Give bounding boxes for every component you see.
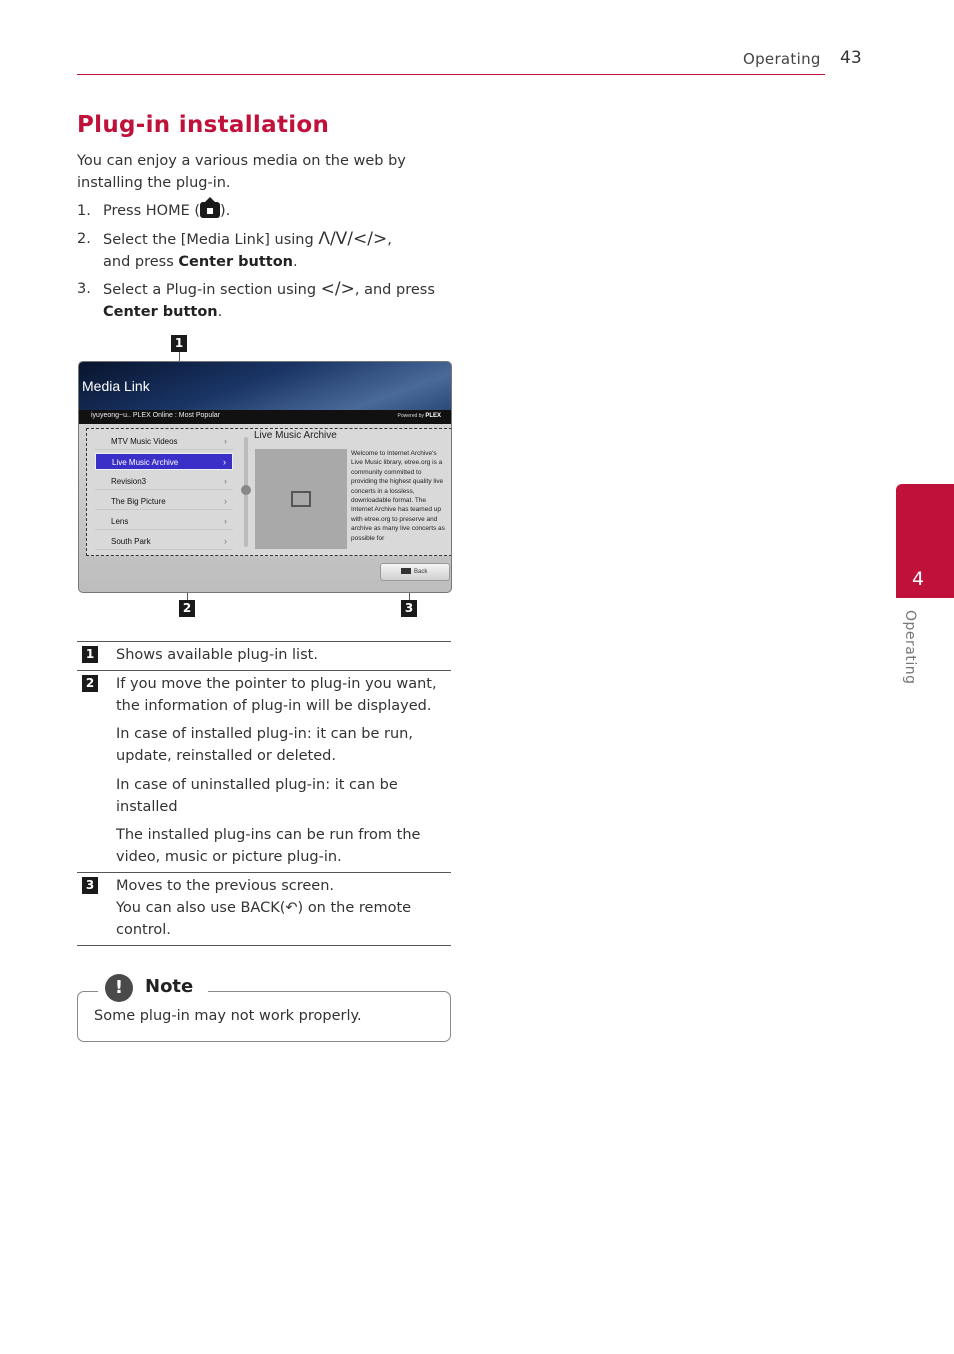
step-number: 1.: [77, 203, 91, 219]
plugin-item-label: Lens: [111, 517, 129, 526]
chapter-label: Operating: [902, 610, 918, 685]
media-link-screenshot: [78, 361, 452, 593]
back-key-icon: [401, 568, 411, 574]
table-text-2b: In case of installed plug-in: it can be run, update, reinstalled or deleted.: [116, 726, 413, 764]
arrow-symbols: </>: [320, 279, 355, 299]
callout-1: 1: [171, 335, 187, 352]
step-number: 2.: [77, 231, 91, 247]
step-text-end: .: [217, 304, 223, 320]
screen-title: Media Link: [82, 378, 150, 394]
table-text-3a: Moves to the previous screen.: [116, 878, 335, 894]
step-text-end: ).: [220, 203, 231, 219]
chevron-right-icon: ›: [223, 457, 226, 467]
table-text-2d: The installed plug-ins can be run from the video, music or picture plug-in.: [116, 827, 421, 865]
table-text-2c: In case of uninstalled plug-in: it can be installed: [116, 777, 398, 815]
chevron-right-icon: ›: [224, 536, 227, 546]
table-text-3: [116, 875, 446, 941]
plugin-item-label: Live Music Archive: [112, 458, 179, 467]
table-rule: [77, 670, 451, 671]
chevron-right-icon: ›: [224, 496, 227, 506]
note-title: Note: [145, 976, 194, 997]
table-rule: [77, 872, 451, 873]
plugin-thumbnail: [255, 449, 347, 549]
plugin-item[interactable]: [95, 533, 233, 550]
arrow-symbols: Λ/V/</>: [318, 229, 388, 249]
note-text: Some plug-in may not work properly.: [94, 1008, 362, 1024]
intro-paragraph: You can enjoy a various media on the web by installing the plug-in.: [77, 153, 406, 191]
chevron-right-icon: ›: [224, 476, 227, 486]
plugin-item[interactable]: [95, 513, 233, 530]
plugin-item-label: MTV Music Videos: [111, 437, 178, 446]
powered-by-text: Powered by: [397, 413, 424, 419]
callout-3: 3: [401, 600, 417, 617]
step-text: Select a Plug-in section using: [103, 282, 321, 298]
chevron-right-icon: ›: [224, 436, 227, 446]
step-text: Press HOME (: [103, 203, 201, 219]
header-rule: [77, 74, 825, 75]
callout-2: 2: [179, 600, 195, 617]
plugin-item-label: The Big Picture: [111, 497, 166, 506]
breadcrumb: iyuyeong~u.. PLEX Online : Most Popular: [91, 412, 220, 419]
step-text-cont: ,: [387, 232, 392, 248]
plex-logo: PLEX: [425, 413, 441, 419]
step-text-cont: , and press: [354, 282, 435, 298]
plugin-description: Welcome to Internet Archive's Live Music library, etree.org is a community committed to providing the highest quality live concerts in a lossless, downloadable format. The Internet Archive has teamed up with etree.org to preserve and archive as many live concerts as possible for: [351, 450, 445, 542]
plugin-item-label: South Park: [111, 537, 151, 546]
step-text: Select the [Media Link] using: [103, 232, 319, 248]
center-button-label: Center button: [103, 304, 218, 320]
chapter-number: 4: [911, 568, 925, 590]
table-label-1: 1: [82, 646, 98, 663]
table-rule: [77, 945, 451, 946]
running-header-section: Operating: [743, 50, 821, 68]
plugin-info-title: Live Music Archive: [254, 430, 337, 441]
center-button-label: Center button: [178, 254, 293, 270]
table-rule: [77, 641, 451, 642]
plugin-item[interactable]: [95, 433, 233, 450]
table-text-3b: You can also use BACK(: [116, 900, 286, 916]
table-text-2a: If you move the pointer to plug-in you want, the information of plug-in will be displayed.: [116, 676, 437, 714]
scroll-knob[interactable]: [241, 485, 251, 495]
plugin-item-label: Revision3: [111, 477, 147, 486]
plugin-panel: [86, 428, 452, 556]
table-text-3c: ) on the remote control.: [116, 900, 412, 938]
film-icon: [291, 491, 311, 507]
plugin-item-selected[interactable]: [95, 453, 233, 470]
chevron-right-icon: ›: [224, 516, 227, 526]
home-icon: [200, 202, 220, 218]
back-button-label: Back: [414, 569, 428, 575]
exclamation-icon: !: [105, 974, 133, 1002]
table-label-3: 3: [82, 877, 98, 894]
table-label-2: 2: [82, 675, 98, 692]
back-button[interactable]: [380, 563, 450, 581]
plugin-item[interactable]: [95, 493, 233, 510]
step-number: 3.: [77, 281, 91, 297]
step-text-end: .: [293, 254, 298, 270]
plugin-item[interactable]: [95, 473, 233, 490]
back-arrow-icon: ↶: [285, 900, 298, 916]
page-number: 43: [840, 48, 862, 68]
page-title: Plug-in installation: [77, 112, 330, 138]
table-text-1: Shows available plug-in list.: [116, 647, 318, 663]
step-text-line2: and press: [103, 254, 179, 270]
powered-by-label: [398, 413, 441, 419]
